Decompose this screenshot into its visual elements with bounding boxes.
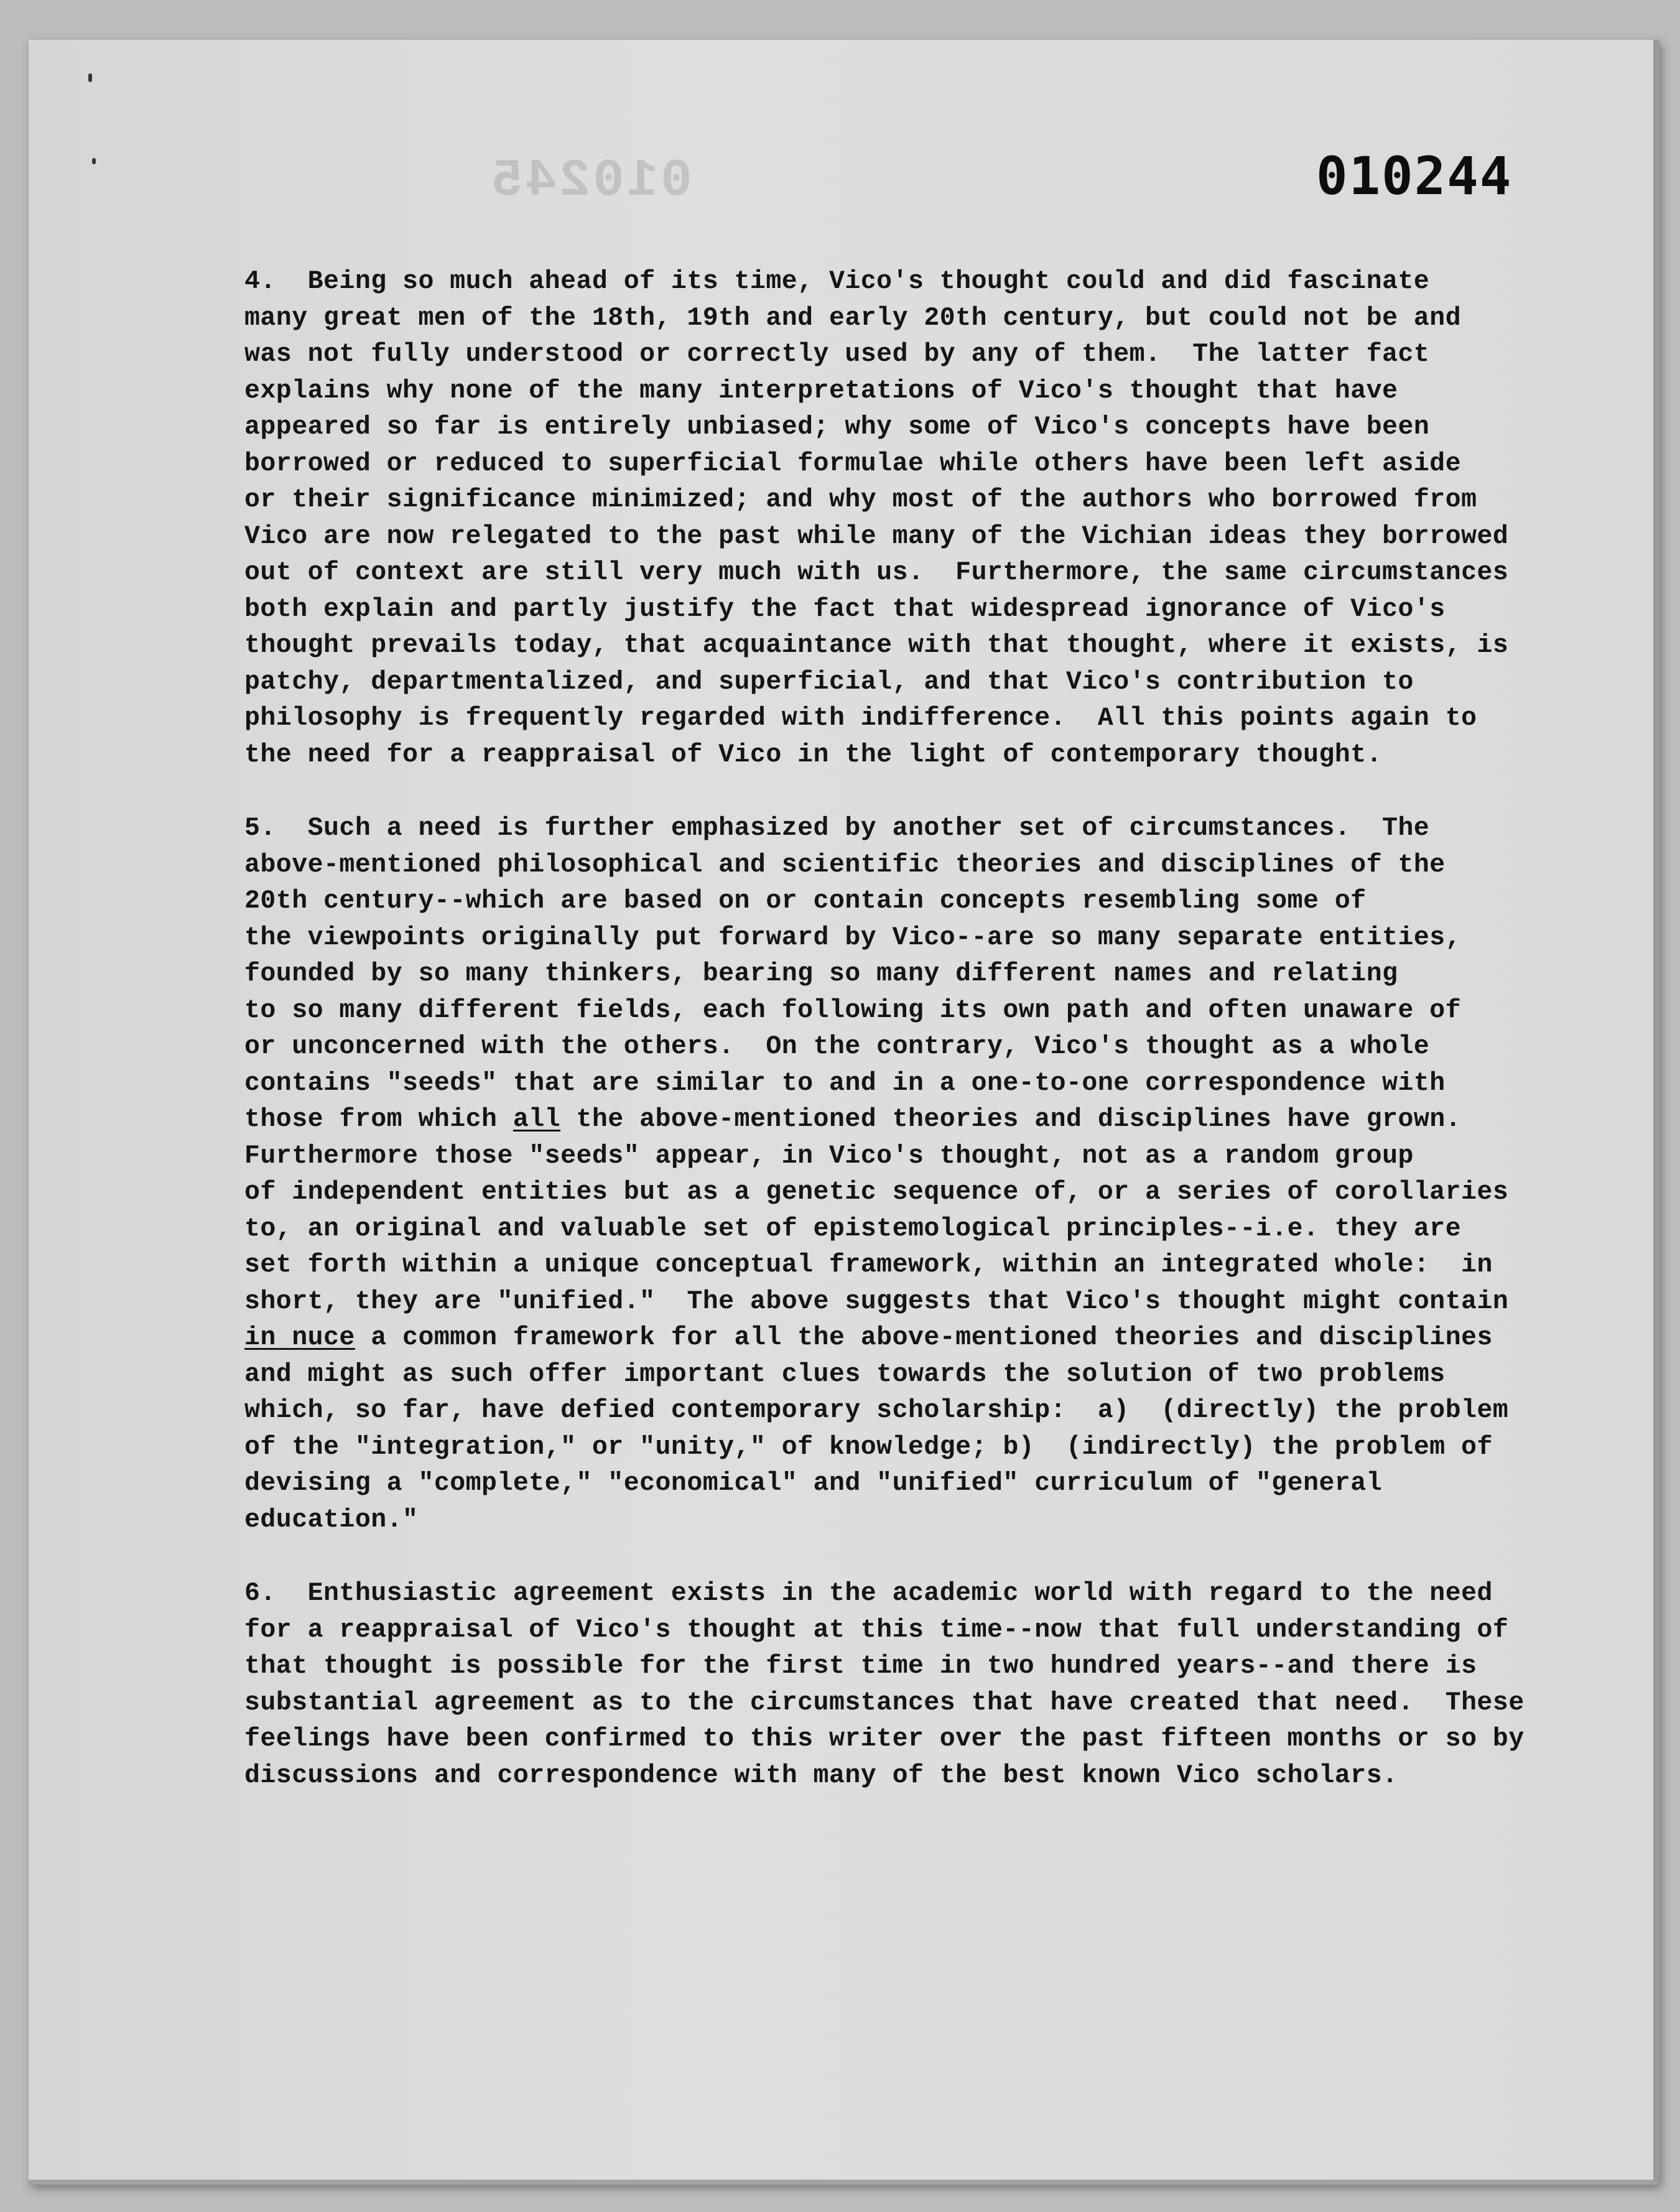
text-line: the need for a reappraisal of Vico in the light of contemporary thought. xyxy=(244,740,1383,769)
text-line: the viewpoints originally put forward by Vico--are so many separate entities, xyxy=(244,922,1462,952)
text-line: out of context are still very much with us. Furthermore, the same circumstances xyxy=(244,558,1509,587)
text-line: thought prevails today, that acquaintance with that thought, where it exists, is xyxy=(244,631,1509,660)
text-line: many great men of the 18th, 19th and early 20th century, but could not be and xyxy=(244,303,1462,333)
text-line: devising a "complete," "economical" and "unified" curriculum of "general xyxy=(244,1469,1383,1498)
text-line: substantial agreement as to the circumstances that have created that need. These xyxy=(244,1688,1525,1717)
text-line: Vico are now relegated to the past while many of the Vichian ideas they borrowed xyxy=(244,521,1509,551)
text-line: 5. Such a need is further emphasized by another set of circumstances. The xyxy=(244,814,1430,843)
text-line: founded by so many thinkers, bearing so many different names and relating xyxy=(244,959,1398,988)
text-line: of independent entities but as a genetic sequence of, or a series of corollaries xyxy=(244,1178,1509,1207)
text-line: explains why none of the many interpretations of Vico's thought that have xyxy=(244,376,1398,406)
text-line: or their significance minimized; and why most of the authors who borrowed from xyxy=(244,485,1477,514)
text-line: appeared so far is entirely unbiased; why some of Vico's concepts have been xyxy=(244,412,1430,442)
text-line: set forth within a unique conceptual framework, within an integrated whole: in xyxy=(244,1250,1493,1280)
text-line: discussions and correspondence with many of the best known Vico scholars. xyxy=(244,1760,1398,1790)
text-line: above-mentioned philosophical and scientific theories and disciplines of the xyxy=(244,850,1446,880)
text-line: education." xyxy=(244,1505,419,1535)
text-line: 6. Enthusiastic agreement exists in the academic world with regard to the need xyxy=(244,1579,1493,1608)
text-line: in nuce a common framework for all the above-mentioned theories and disciplines xyxy=(244,1323,1493,1352)
text-line: 20th century--which are based on or contain concepts resembling some of xyxy=(244,886,1367,916)
text-line: short, they are "unified." The above suggests that Vico's thought might contain xyxy=(244,1286,1509,1316)
text-line: was not fully understood or correctly used by any of them. The latter fact xyxy=(244,340,1430,369)
paper-speck xyxy=(88,73,92,82)
text-line: contains "seeds" that are similar to and in a one-to-one correspondence with xyxy=(244,1068,1446,1098)
paragraph-4 xyxy=(244,264,1638,773)
bleed-through-stamp: 010245 xyxy=(489,152,692,211)
text-line: of the "integration," or "unity," of knowledge; b) (indirectly) the problem of xyxy=(244,1432,1493,1462)
text-line: philosophy is frequently regarded with indifference. All this points again to xyxy=(244,704,1477,733)
text-line: or unconcerned with the others. On the contrary, Vico's thought as a whole xyxy=(244,1032,1430,1061)
document-body xyxy=(244,264,1638,1831)
text-line: 4. Being so much ahead of its time, Vico's thought could and did fascinate xyxy=(244,267,1430,296)
paper-speck xyxy=(92,158,96,164)
text-line: and might as such offer important clues towards the solution of two problems xyxy=(244,1359,1446,1389)
text-line: those from which all the above-mentioned theories and disciplines have grown. xyxy=(244,1105,1462,1134)
text-line: which, so far, have defied contemporary scholarship: a) (directly) the problem xyxy=(244,1396,1509,1425)
text-line: to, an original and valuable set of epistemological principles--i.e. they are xyxy=(244,1214,1462,1243)
text-line: feelings have been confirmed to this writer over the past fifteen months or so by xyxy=(244,1724,1525,1754)
text-line: that thought is possible for the first time in two hundred years--and there is xyxy=(244,1652,1477,1681)
document-page xyxy=(29,40,1659,2185)
text-line: both explain and partly justify the fact that widespread ignorance of Vico's xyxy=(244,594,1446,624)
text-line: to so many different fields, each following its own path and often unaware of xyxy=(244,995,1462,1025)
paragraph-5 xyxy=(244,811,1638,1538)
text-line: Furthermore those "seeds" appear, in Vico's thought, not as a random group xyxy=(244,1141,1414,1171)
document-number: 010244 xyxy=(1316,146,1513,207)
text-line: for a reappraisal of Vico's thought at this time--now that full understanding of xyxy=(244,1615,1509,1645)
paragraph-6 xyxy=(244,1576,1638,1794)
text-line: patchy, departmentalized, and superficial, and that Vico's contribution to xyxy=(244,667,1414,697)
text-line: borrowed or reduced to superficial formulae while others have been left aside xyxy=(244,448,1462,478)
